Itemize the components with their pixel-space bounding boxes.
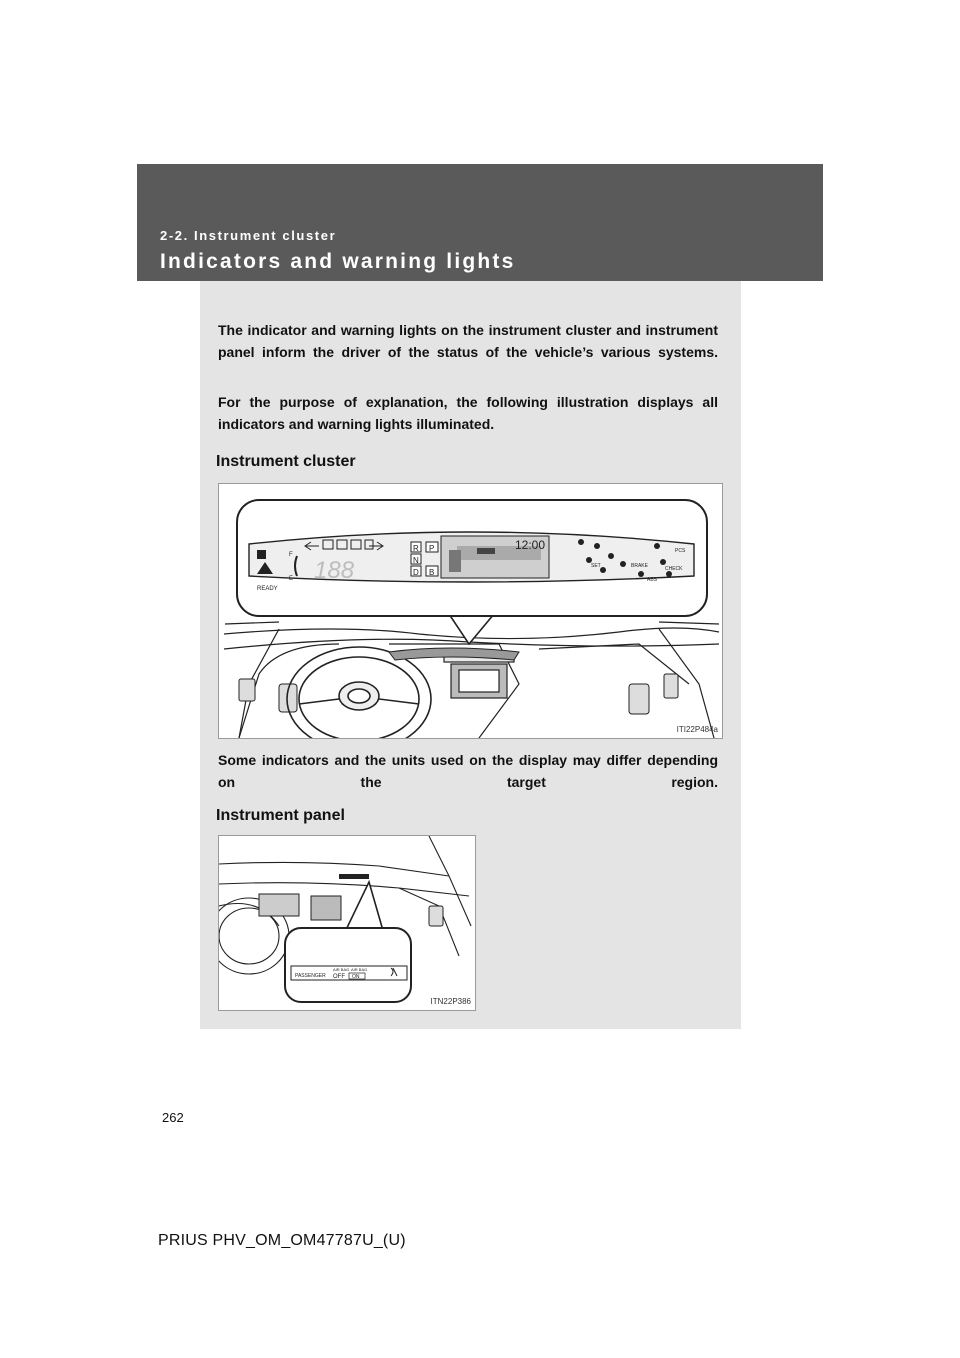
instrument-cluster-illustration [218, 483, 723, 739]
fuel-empty-label: E [289, 576, 294, 582]
page-number: 262 [162, 1110, 184, 1125]
airbag-on-label: ON [352, 974, 360, 980]
set-indicator: SET [591, 563, 601, 569]
intro-paragraph-2: For the purpose of explanation, the following illustration displays all indicators and warning lights illuminated. [218, 394, 718, 432]
cluster-drawing [219, 484, 722, 738]
speed-readout: 188 [314, 557, 355, 584]
page-title: Indicators and warning lights [160, 250, 516, 273]
airbag-on-top-label: AIR BAG [351, 967, 368, 972]
gear-d: D [413, 568, 419, 577]
section-header-band [137, 164, 823, 281]
passenger-label: PASSENGER [295, 973, 326, 979]
gear-p: P [429, 544, 435, 553]
gear-n: N [413, 556, 419, 565]
pcs-indicator: PCS [675, 548, 686, 554]
instrument-panel-illustration [218, 835, 476, 1011]
region-note-paragraph: Some indicators and the units used on the display may differ depending on the target region. [218, 752, 718, 790]
content-box [200, 281, 741, 1029]
abs-indicator: ABS [647, 577, 658, 583]
panel-drawing [219, 836, 475, 1010]
brake-indicator: BRAKE [631, 563, 648, 569]
panel-figure-code: ITN22P386 [430, 997, 471, 1006]
gear-r: R [413, 544, 419, 553]
instrument-panel-heading: Instrument panel [216, 807, 345, 824]
intro-paragraph-1: The indicator and warning lights on the instrument cluster and instrument panel inform the driver of the status of the vehicle’s various systems. [218, 322, 718, 360]
instrument-cluster-heading: Instrument cluster [216, 453, 356, 470]
clock-readout: 12:00 [515, 538, 546, 552]
cluster-figure-code: ITI22P484a [676, 725, 718, 734]
check-indicator: CHECK [665, 566, 683, 572]
airbag-off-label: OFF [333, 974, 345, 980]
airbag-off-top-label: AIR BAG [333, 967, 350, 972]
section-label: 2-2. Instrument cluster [160, 228, 337, 243]
fuel-full-label: F [289, 552, 293, 558]
ready-indicator: READY [257, 586, 278, 592]
document-footer-code: PRIUS PHV_OM_OM47787U_(U) [158, 1232, 406, 1249]
gear-b: B [429, 568, 435, 577]
